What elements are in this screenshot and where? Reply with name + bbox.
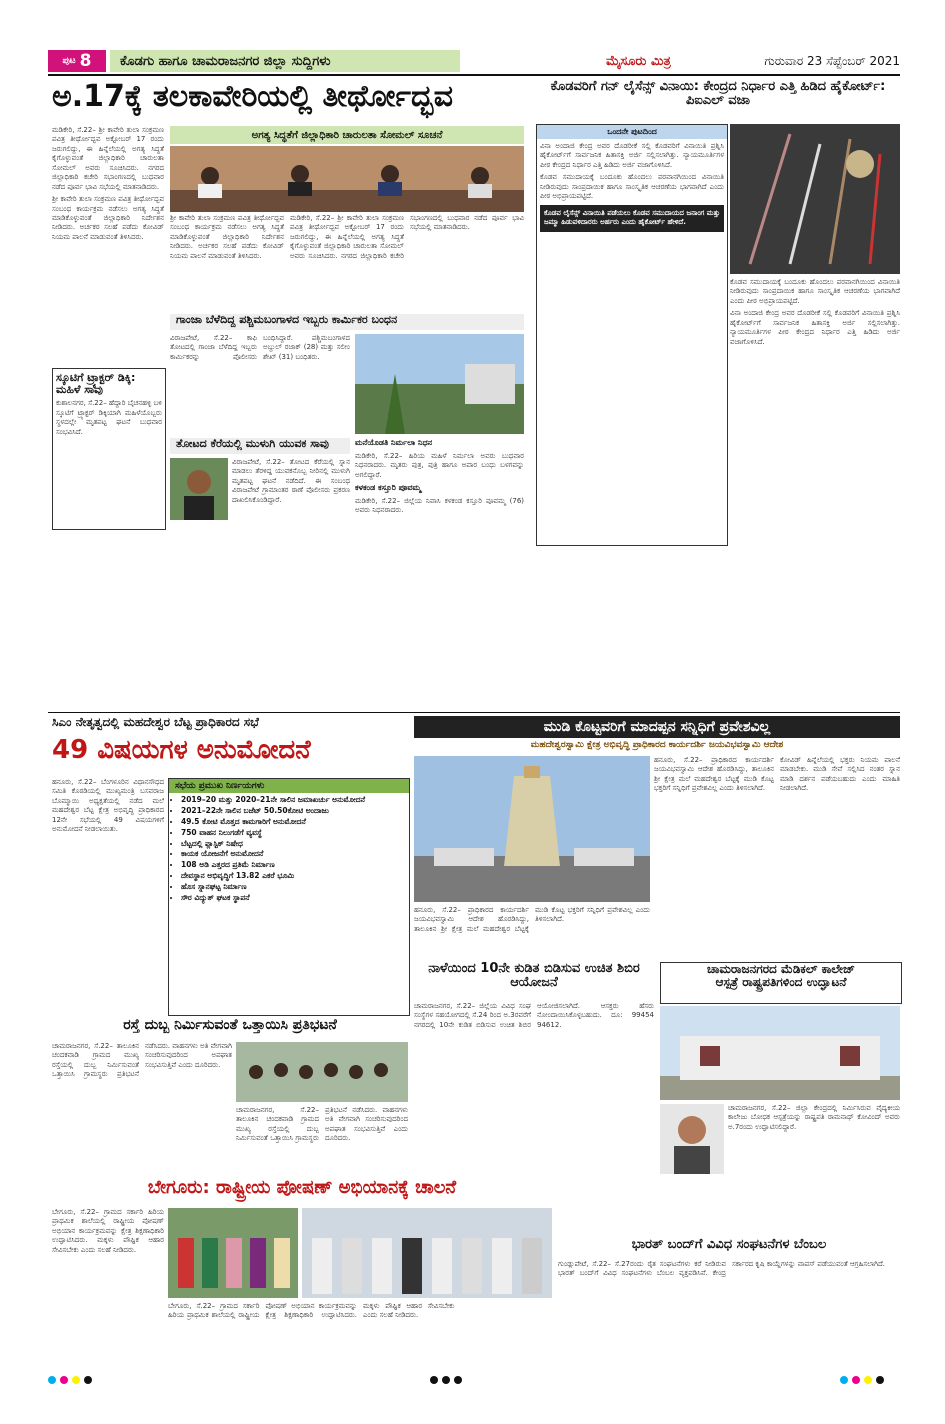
story8-photo <box>414 756 650 902</box>
temple-photo-icon <box>414 756 650 902</box>
story4-box <box>52 368 166 530</box>
black-dot-icon <box>430 1376 438 1384</box>
story2-box <box>536 124 728 546</box>
story11-headline: ರಸ್ತೆ ದುಬ್ಬ ನಿರ್ಮಿಸುವಂತೆ ಒತ್ತಾಯಿಸಿ ಪ್ರತಿಭಟನೆ <box>123 1017 337 1033</box>
story2-body2: ಕೊಡವ ಸಮುದಾಯಕ್ಕೆ ಬಂದೂಕು ಹೊಂದಲು ಪರವಾನಗಿಯಿಂದ ವಿನಾಯಿತಿ ನೀಡಿರುವುದು ಸಾಂಪ್ರದಾಯಿಕ ಹಾಗೂ ಸಾಂಸ್ಕೃತಿಕ ಆಚರಣೆಯ ಭಾಗವಾಗಿದೆ ಎಂದು ಪೀಠ ಅಭಿಪ್ರಾಯಪಟ್ಟಿದೆ. <box>540 173 724 201</box>
story2-photo <box>730 124 900 274</box>
story7-body: ಹನೂರು, ಸೆ.22– ಬೆಂಗಳೂರಿನ ವಿಧಾನಸೌಧದ ಸಮಿತಿ ಕೊಠಡಿಯಲ್ಲಿ ಮುಖ್ಯಮಂತ್ರಿ ಬಸವರಾಜ ಬೊಮ್ಮಾಯಿ ಅಧ್ಯಕ್ಷತೆಯಲ್ಲಿ ನಡೆದ ಮಲೆ ಮಹದೇಶ್ವರ ಬೆಟ್ಟ ಕ್ಷೇತ್ರ ಅಭಿವೃದ್ಧಿ ಪ್ರಾಧಿಕಾರದ 12ನೇ ಸಭೆಯಲ್ಲಿ 49 ವಿಷಯಗಳಿಗೆ ಅನುಮೋದನೆ ನೀಡಲಾಯಿತು. <box>52 778 164 834</box>
meeting-photo-icon <box>170 146 524 212</box>
story7-headline-main: 49 ವಿಷಯಗಳ ಅನುಮೋದನೆ <box>52 735 311 765</box>
story6-title: ಮನೆಯೊಡತಿ ನಿರ್ಮಲಾ ನಿಧನ <box>355 438 433 447</box>
victim-portrait-icon <box>170 458 228 520</box>
masthead-rule <box>48 74 900 76</box>
story7-bullet: • ದೇವಸ್ಥಾನ ಅಭಿವೃದ್ಧಿಗೆ 13.82 ಎಕರೆ ಭೂಮಿ <box>181 871 409 882</box>
date-line: ಗುರುವಾರ 23 ಸೆಪ್ಟೆಂಬರ್ 2021 <box>764 53 900 68</box>
story7-headline-top: ಸಿಎಂ ನೇತೃತ್ವದಲ್ಲಿ ಮಹದೇಶ್ವರ ಬೆಟ್ಟ ಪ್ರಾಧಿಕಾರದ ಸಭೆ <box>52 715 259 729</box>
story4-body: ಕುಶಾಲನಗರ, ಸೆ.22– ಹೆದ್ದಾರಿ ಬೈಚನಹಳ್ಳಿ ಬಳಿ ಸ್ಕೂಟಿಗೆ ಟ್ರ್ಯಾಕ್ಟರ್ ಡಿಕ್ಕಿಯಾಗಿ ಮಹಿಳೆಯೊಬ್ಬರು ಸ್ಥಳದಲ್ಲೇ ಮೃತಪಟ್ಟ ಘಟನೆ ಬುಧವಾರ ಸಂಭವಿಸಿದೆ. <box>56 399 162 436</box>
registration-marks-left <box>48 1376 92 1384</box>
story1-body-col1 <box>52 126 164 366</box>
story12-body-continued: ಬೇಗೂರು, ಸೆ.22– ಗ್ರಾಮದ ಸರ್ಕಾರಿ ಹಿರಿಯ ಪ್ರಾಥಮಿಕ ಶಾಲೆಯಲ್ಲಿ ರಾಷ್ಟ್ರೀಯ ಪೋಷಣ್ ಅಭಿಯಾನ ಕಾರ್ಯಕ್ರಮವನ್ನು ಕ್ಷೇತ್ರ ಶಿಕ್ಷಣಾಧಿಕಾರಿ ಉದ್ಘಾಟಿಸಿದರು. ಮಕ್ಕಳು ಪೌಷ್ಟಿಕ ಆಹಾರ ಸೇವಿಸಬೇಕು ಎಂದು ಸಲಹೆ ನೀಡಿದರು. <box>168 1302 455 1320</box>
story6-body: ಮಡಿಕೇರಿ, ಸೆ.22– ಹಿರಿಯ ಮಹಿಳೆ ನಿರ್ಮಲಾ ಅವರು ಬುಧವಾರ ನಿಧನರಾದರು. ಮೃತರು ಪುತ್ರ, ಪುತ್ರಿ ಹಾಗೂ ಅಪಾರ ಬಂಧು ಬಳಗವನ್ನು ಅಗಲಿದ್ದಾರೆ. <box>355 451 524 479</box>
story3-photo <box>355 334 524 434</box>
story1-photo <box>170 146 524 212</box>
story2-body-col <box>537 139 727 545</box>
story8-body2: ಕೋವಿಡ್ ಹಿನ್ನೆಲೆಯಲ್ಲಿ ಭಕ್ತರು ನಿಯಮ ಪಾಲನೆ ಮಾಡಬೇಕು. ಮುಡಿ ಸೇವೆ ಸಲ್ಲಿಸಿದ ನಂತರ ಸ್ನಾನ ಮಾಡಿ ದರ್ಶನ ಪಡೆಯಬಹುದು ಎಂದು ಮಾಹಿತಿ ನೀಡಲಾಗಿದೆ. <box>780 756 900 793</box>
story8-headline: ಮುಡಿ ಕೊಟ್ಟವರಿಗೆ ಮಾದಪ್ಪನ ಸನ್ನಿಧಿಗೆ ಪ್ರವೇಶವಿಲ್ಲ <box>414 716 900 738</box>
story10-body: ಚಾಮರಾಜನಗರ, ಸೆ.22– ಜಿಲ್ಲಾ ಕೇಂದ್ರದಲ್ಲಿ ನಿರ್ಮಿಸಿರುವ ವೈದ್ಯಕೀಯ ಕಾಲೇಜು ಬೋಧಕ ಆಸ್ಪತ್ರೆಯನ್ನು ರಾಷ್ಟ್ರಪತಿ ರಾಮನಾಥ್ ಕೋವಿಂದ್ ಅವರು ಅ.7ರಂದು ಉದ್ಘಾಟಿಸಲಿದ್ದಾರೆ. <box>728 1104 900 1131</box>
story1-body2: ಶ್ರೀ ಕಾವೇರಿ ತುಲಾ ಸಂಕ್ರಮಣ ಪವಿತ್ರ ತೀರ್ಥೋದ್ಭವ ಸಂಬಂಧ ಕಾರ್ಯಕ್ರಮ ನಡೆಸಲು ಅಗತ್ಯ ಸಿದ್ಧತೆ ಮಾಡಿಕೊಳ್ಳುವಂತೆ ಜಿಲ್ಲಾಧಿಕಾರಿ ನಿರ್ದೇಶನ ನೀಡಿದರು. ಅರ್ಚಕರ ಸಲಹೆ ಪಡೆದು ಕೋವಿಡ್ ನಿಯಮ ಪಾಲನೆ ಮಾಡುವಂತೆ ತಿಳಿಸಿದರು. <box>52 195 164 241</box>
story1-body-cols <box>170 214 524 310</box>
black-dot-icon <box>876 1376 884 1384</box>
story2-highlight: ಕೊಡವ ಲೈಸೆನ್ಸ್ ವಿನಾಯಿತಿ ಪಡೆಯಲು ಕೊಡವ ಸಮುದಾಯದ ಜನಾಂಗ ಮತ್ತು ಜಮ್ಮಾ ಹಿಡುವಳಿದಾರರು ಅರ್ಹರು ಎಂದು ಹೈಕೋರ್ಟ್ ಹೇಳಿದೆ. <box>540 205 724 232</box>
story10-headline1: ಚಾಮರಾಜನಗರದ ಮೆಡಿಕಲ್ ಕಾಲೇಜ್ <box>707 962 855 976</box>
paper-name: ಮೈಸೂರು ಮಿತ್ರ <box>606 53 671 69</box>
story10-header-box <box>660 962 902 1004</box>
protest-crowd-photo-icon <box>236 1042 408 1102</box>
story11-photo <box>236 1042 408 1102</box>
story12-photo1 <box>168 1208 298 1298</box>
registration-marks-right <box>840 1376 884 1384</box>
story12-photo2 <box>302 1208 552 1298</box>
story7-box-title: ಸಭೆಯ ಪ್ರಮುಖ ನಿರ್ಣಯಗಳು <box>169 779 409 793</box>
story9-body: ಚಾಮರಾಜನಗರ, ಸೆ.22– ಜಿಲ್ಲೆಯ ವಿವಿಧ ಸಂಘ ಸಂಸ್ಥೆಗಳ ಸಹಯೋಗದಲ್ಲಿ ಸೆ.24 ರಿಂದ ಅ.3ರವರೆಗೆ ನಗರದಲ್ಲಿ 10ನೇ ಕುಡಿತ ಬಿಡಿಸುವ ಉಚಿತ ಶಿಬಿರ ಆಯೋಜಿಸಲಾಗಿದೆ. ಆಸಕ್ತರು ಹೆಸರು ನೋಂದಾಯಿಸಿಕೊಳ್ಳಬಹುದು. ದೂ: 99454 94612. <box>414 1002 654 1029</box>
story3-body: ವಿರಾಜಪೇಟೆ, ಸೆ.22– ಕಾಫಿ ತೋಟದಲ್ಲಿ ಗಾಂಜಾ ಬೆಳೆದಿದ್ದ ಇಬ್ಬರು ಕಾರ್ಮಿಕರನ್ನು ಪೊಲೀಸರು ಬಂಧಿಸಿದ್ದಾರೆ. ಪಶ್ಚಿಮಬಂಗಾಳದ ಅಬ್ದುಲ್ ರಜಾಕ್ (28) ಮತ್ತು ಸಲೀಂ ಶೇಖ್ (31) ಬಂಧಿತರು. <box>170 334 350 361</box>
black-dot-icon <box>442 1376 450 1384</box>
story2-headline: ಕೊಡವರಿಗೆ ಗನ್ ಲೈಸೆನ್ಸ್ ವಿನಾಯಿ: ಕೇಂದ್ರದ ನಿರ್ಧಾರ ಎತ್ತಿ ಹಿಡಿದ ಹೈಕೋರ್ಟ್: ಪಿಐಎಲ್ ವಜಾ <box>550 79 886 109</box>
story8-body: ಹನೂರು, ಸೆ.22– ಪ್ರಾಧಿಕಾರದ ಕಾರ್ಯದರ್ಶಿ ಜಯವಿಭವಸ್ವಾಮಿ ಆದೇಶ ಹೊರಡಿಸಿದ್ದು, ತಾಲೂಕಿನ ಶ್ರೀ ಕ್ಷೇತ್ರ ಮಲೆ ಮಹದೇಶ್ವರ ಬೆಟ್ಟಕ್ಕೆ ಮುಡಿ ಕೊಟ್ಟ ಭಕ್ತರಿಗೆ ಸನ್ನಿಧಿಗೆ ಪ್ರವೇಶವಿಲ್ಲ ಎಂದು ತಿಳಿಸಲಾಗಿದೆ. <box>654 756 774 793</box>
story6-body2: ಮಡಿಕೇರಿ, ಸೆ.22– ಜಿಲ್ಲೆಯ ನಿವಾಸಿ ಕಳಕಂಡ ಕಸ್ತೂರಿ ಪೂವಮ್ಮ (76) ಅವರು ನಿಧನರಾದರು. <box>355 496 524 515</box>
magenta-dot-icon <box>852 1376 860 1384</box>
story1-body: ಮಡಿಕೇರಿ, ಸೆ.22– ಶ್ರೀ ಕಾವೇರಿ ತುಲಾ ಸಂಕ್ರಮಣ ಪವಿತ್ರ ತೀರ್ಥೋದ್ಭವ ಅಕ್ಟೋಬರ್ 17 ರಂದು ಜರುಗಲಿದ್ದು, ಈ ಹಿನ್ನೆಲೆಯಲ್ಲಿ ಅಗತ್ಯ ಸಿದ್ಧತೆ ಕೈಗೊಳ್ಳುವಂತೆ ಜಿಲ್ಲಾಧಿಕಾರಿ ಚಾರುಲತಾ ಸೋಮಲ್ ಅವರು ಸೂಚಿಸಿದರು. ನಗರದ ಜಿಲ್ಲಾಧಿಕಾರಿ ಕಚೇರಿ ಸಭಾಂಗಣದಲ್ಲಿ ಬುಧವಾರ ನಡೆದ ಪೂರ್ವ ಭಾವಿ ಸಭೆಯಲ್ಲಿ ಮಾತನಾಡಿದರು. <box>52 126 164 191</box>
story1-headline: ಅ.17ಕ್ಕೆ ತಲಕಾವೇರಿಯಲ್ಲಿ ತೀರ್ಥೋದ್ಭವ <box>52 79 454 114</box>
story1-body-repeat: ಮಡಿಕೇರಿ, ಸೆ.22– ಶ್ರೀ ಕಾವೇರಿ ತುಲಾ ಸಂಕ್ರಮಣ ಪವಿತ್ರ ತೀರ್ಥೋದ್ಭವ ಅಕ್ಟೋಬರ್ 17 ರಂದು ಜರುಗಲಿದ್ದು, ಈ ಹಿನ್ನೆಲೆಯಲ್ಲಿ ಅಗತ್ಯ ಸಿದ್ಧತೆ ಕೈಗೊಳ್ಳುವಂತೆ ಜಿಲ್ಲಾಧಿಕಾರಿ ಚಾರುಲತಾ ಸೋಮಲ್ ಅವರು ಸೂಚಿಸಿದರು. ನಗರದ ಜಿಲ್ಲಾಧಿಕಾರಿ ಕಚೇರಿ ಸಭಾಂಗಣದಲ್ಲಿ ಬುಧವಾರ ನಡೆದ ಪೂರ್ವ ಭಾವಿ ಸಭೆಯಲ್ಲಿ ಮಾತನಾಡಿದರು. <box>290 214 524 260</box>
story7-bullet: • 2021–22ನೇ ಸಾಲಿನ ಬಜೆಟ್ 50.50ಕೋಟಿ ಅಂದಾಜು <box>181 806 409 817</box>
story6-title2: ಕಳಕಂಡ ಕಸ್ತೂರಿ ಪೂವಮ್ಮ <box>355 483 422 493</box>
story2-body-right-p1: ಕೊಡವ ಸಮುದಾಯಕ್ಕೆ ಬಂದೂಕು ಹೊಂದಲು ಪರವಾನಗಿಯಿಂದ ವಿನಾಯಿತಿ ನೀಡಿರುವುದು ಸಾಂಪ್ರದಾಯಿಕ ಹಾಗೂ ಸಾಂಸ್ಕೃತಿಕ ಆಚರಣೆಯ ಭಾಗವಾಗಿದೆ ಎಂದು ಪೀಠ ಅಭಿಪ್ರಾಯಪಟ್ಟಿದೆ. <box>730 278 900 305</box>
story5-photo <box>170 458 228 520</box>
story2-body: ವಿನಾ ಅಂದಾಜಿ ಕೇಂದ್ರ ಅವರ ದೊಡರೀಕೆ ಸಲ್ಲಿ ಕೊಡವರಿಗೆ ವಿನಾಯಿತಿ ಪ್ರಶ್ನಿಸಿ ಹೈಕೋರ್ಟ್‌ಗೆ ಸಾರ್ವಜನಿಕ ಹಿತಾಸಕ್ತಿ ಅರ್ಜಿ ಸಲ್ಲಿಸಲಾಗಿತ್ತು. ನ್ಯಾಯಮೂರ್ತಿಗಳ ಪೀಠ ಕೇಂದ್ರದ ನಿರ್ಧಾರ ಎತ್ತಿ ಹಿಡಿದು ಅರ್ಜಿ ವಜಾಗೊಳಿಸಿದೆ. <box>540 142 724 169</box>
magenta-dot-icon <box>60 1376 68 1384</box>
story8-body-bottom: ಹನೂರು, ಸೆ.22– ಪ್ರಾಧಿಕಾರದ ಕಾರ್ಯದರ್ಶಿ ಜಯವಿಭವಸ್ವಾಮಿ ಆದೇಶ ಹೊರಡಿಸಿದ್ದು, ತಾಲೂಕಿನ ಶ್ರೀ ಕ್ಷೇತ್ರ ಮಲೆ ಮಹದೇಶ್ವರ ಬೆಟ್ಟಕ್ಕೆ ಮುಡಿ ಕೊಟ್ಟ ಭಕ್ತರಿಗೆ ಸನ್ನಿಧಿಗೆ ಪ್ರವೇಶವಿಲ್ಲ ಎಂದು ತಿಳಿಸಲಾಗಿದೆ. <box>414 906 650 933</box>
page-number: 8 <box>79 51 92 71</box>
story7-bullet: • ಹೊಸ ಸ್ನಾನಘಟ್ಟ ನಿರ್ಮಾಣ <box>181 882 409 893</box>
story5-body: ವಿರಾಜಪೇಟೆ, ಸೆ.22– ತೋಟದ ಕೆರೆಯಲ್ಲಿ ಸ್ನಾನ ಮಾಡಲು ತೆರಳಿದ್ದ ಯುವಕನೊಬ್ಬ ನೀರಿನಲ್ಲಿ ಮುಳುಗಿ ಮೃತಪಟ್ಟ ಘಟನೆ ನಡೆದಿದೆ. ಈ ಸಂಬಂಧ ವಿರಾಜಪೇಟೆ ಗ್ರಾಮಾಂತರ ಠಾಣೆ ಪೊಲೀಸರು ಪ್ರಕರಣ ದಾಖಲಿಸಿಕೊಂಡಿದ್ದಾರೆ. <box>232 458 350 504</box>
cyan-dot-icon <box>48 1376 56 1384</box>
story4-headline: ಸ್ಕೂಟಿಗೆ ಟ್ರ್ಯಾಕ್ಟರ್ ಡಿಕ್ಕಿ: ಮಹಿಳೆ ಸಾವು <box>56 371 136 397</box>
story6-col <box>355 438 524 618</box>
story7-bullet: • 2019–20 ಮತ್ತು 2020–21ನೇ ಸಾಲಿನ ಜಮಾಖರ್ಚು ಅನುಮೋದನೆ <box>181 795 409 806</box>
black-dot-icon <box>454 1376 462 1384</box>
story1-body-continued: ಶ್ರೀ ಕಾವೇರಿ ತುಲಾ ಸಂಕ್ರಮಣ ಪವಿತ್ರ ತೀರ್ಥೋದ್ಭವ ಸಂಬಂಧ ಕಾರ್ಯಕ್ರಮ ನಡೆಸಲು ಅಗತ್ಯ ಸಿದ್ಧತೆ ಮಾಡಿಕೊಳ್ಳುವಂತೆ ಜಿಲ್ಲಾಧಿಕಾರಿ ನಿರ್ದೇಶನ ನೀಡಿದರು. ಅರ್ಚಕರ ಸಲಹೆ ಪಡೆದು ಕೋವಿಡ್ ನಿಯಮ ಪಾಲನೆ ಮಾಡುವಂತೆ ತಿಳಿಸಿದರು. <box>170 214 284 260</box>
story7-bullet: • ಸೌರ ವಿದ್ಯುತ್ ಘಟಕ ಸ್ಥಾಪನೆ <box>181 893 409 904</box>
story12-body: ಬೇಗೂರು, ಸೆ.22– ಗ್ರಾಮದ ಸರ್ಕಾರಿ ಹಿರಿಯ ಪ್ರಾಥಮಿಕ ಶಾಲೆಯಲ್ಲಿ ರಾಷ್ಟ್ರೀಯ ಪೋಷಣ್ ಅಭಿಯಾನ ಕಾರ್ಯಕ್ರಮವನ್ನು ಕ್ಷೇತ್ರ ಶಿಕ್ಷಣಾಧಿಕಾರಿ ಉದ್ಘಾಟಿಸಿದರು. ಮಕ್ಕಳು ಪೌಷ್ಟಿಕ ಆಹಾರ ಸೇವಿಸಬೇಕು ಎಂದು ಸಲಹೆ ನೀಡಿದರು. <box>52 1208 164 1254</box>
black-dot-icon <box>84 1376 92 1384</box>
story10-photo <box>660 1006 900 1100</box>
story1-deck: ಅಗತ್ಯ ಸಿದ್ಧತೆಗೆ ಜಿಲ್ಲಾಧಿಕಾರಿ ಚಾರುಲತಾ ಸೋಮಲ್ ಸೂಚನೆ <box>170 126 524 144</box>
story7-bullet: • ಕಾಯಕ ಯೋಜನೆಗೆ ಅನುಮೋದನೆ <box>181 849 409 860</box>
story7-bullet: • 49.5 ಕೋಟಿ ಮೊತ್ತದ ಕಾಮಗಾರಿಗೆ ಅನುಮೋದನೆ <box>181 817 409 828</box>
story10-headline2: ಆಸ್ಪತ್ರೆ ರಾಷ್ಟ್ರಪತಿಗಳಿಂದ ಉದ್ಘಾಟನೆ <box>715 975 847 990</box>
story5-headline: ತೋಟದ ಕೆರೆಯಲ್ಲಿ ಮುಳುಗಿ ಯುವಕ ಸಾವು <box>170 438 350 454</box>
page-label: ಪುಟ <box>62 56 76 66</box>
story2-box-title: ಒಂದನೇ ಪುಟದಿಂದ <box>537 125 727 139</box>
story13-body: ಗುಂಡ್ಲುಪೇಟೆ, ಸೆ.22– ಸೆ.27ರಂದು ರೈತ ಸಂಘಟನೆಗಳು ಕರೆ ನೀಡಿರುವ ಭಾರತ್ ಬಂದ್‌ಗೆ ವಿವಿಧ ಸಂಘಟನೆಗಳು ಬೆಂಬಲ ವ್ಯಕ್ತಪಡಿಸಿವೆ. ಕೇಂದ್ರ ಸರ್ಕಾರದ ಕೃಷಿ ಕಾಯ್ದೆಗಳನ್ನು ವಾಪಸ್ ಪಡೆಯುವಂತೆ ಆಗ್ರಹಿಸಲಾಗಿದೆ. <box>558 1260 886 1278</box>
medical-college-photo-icon <box>660 1006 900 1100</box>
story7-bullet: • 750 ವಾಹನ ನಿಲುಗಡೆಗೆ ವ್ಯವಸ್ಥೆ <box>181 828 409 839</box>
women-group-photo-icon <box>168 1208 298 1298</box>
ganja-plant-photo-icon <box>355 334 524 434</box>
story2-body-right-p2: ವಿನಾ ಅಂದಾಜಿ ಕೇಂದ್ರ ಅವರ ದೊಡರೀಕೆ ಸಲ್ಲಿ ಕೊಡವರಿಗೆ ವಿನಾಯಿತಿ ಪ್ರಶ್ನಿಸಿ ಹೈಕೋರ್ಟ್‌ಗೆ ಸಾರ್ವಜನಿಕ ಹಿತಾಸಕ್ತಿ ಅರ್ಜಿ ಸಲ್ಲಿಸಲಾಗಿತ್ತು. ನ್ಯಾಯಮೂರ್ತಿಗಳ ಪೀಠ ಕೇಂದ್ರದ ನಿರ್ಧಾರ ಎತ್ತಿ ಹಿಡಿದು ಅರ್ಜಿ ವಜಾಗೊಳಿಸಿದೆ. <box>730 309 900 346</box>
page-number-badge <box>48 50 106 72</box>
section-title: ಕೊಡಗು ಹಾಗೂ ಚಾಮರಾಜನಗರ ಜಿಲ್ಲಾ ಸುದ್ದಿಗಳು <box>110 50 460 72</box>
story3-headline: ಗಾಂಜಾ ಬೆಳೆದಿದ್ದ ಪಶ್ಚಿಮಬಂಗಾಳದ ಇಬ್ಬರು ಕಾರ್ಮಿಕರ ಬಂಧನ <box>170 314 524 330</box>
story11-body: ಚಾಮರಾಜನಗರ, ಸೆ.22– ತಾಲೂಕಿನ ಚಂದಕವಾಡಿ ಗ್ರಾಮದ ಮುಖ್ಯ ರಸ್ತೆಯಲ್ಲಿ ದುಬ್ಬ ನಿರ್ಮಿಸುವಂತೆ ಒತ್ತಾಯಿಸಿ ಗ್ರಾಮಸ್ಥರು ಪ್ರತಿಭಟನೆ ನಡೆಸಿದರು. ವಾಹನಗಳು ಅತಿ ವೇಗವಾಗಿ ಸಂಚರಿಸುವುದರಿಂದ ಅಪಘಾತ ಸಂಭವಿಸುತ್ತಿವೆ ಎಂದು ದೂರಿದರು. <box>52 1042 232 1079</box>
registration-marks-center <box>430 1376 462 1384</box>
yellow-dot-icon <box>72 1376 80 1384</box>
weapons-display-icon <box>730 124 900 274</box>
story8-body-right <box>654 756 900 902</box>
story9-headline: ನಾಳೆಯಿಂದ 10ನೇ ಕುಡಿತ ಬಿಡಿಸುವ ಉಚಿತ ಶಿಬಿರ ಆಯೋಜನೆ <box>428 961 640 991</box>
story13-headline: ಭಾರತ್ ಬಂದ್‌ಗೆ ವಿವಿಧ ಸಂಘಟನೆಗಳ ಬೆಂಬಲ <box>631 1237 827 1252</box>
story7-bullet: • ಬೆಟ್ಟದಲ್ಲಿ ಪ್ಲಾಸ್ಟಿಕ್ ನಿಷೇಧ <box>181 839 409 850</box>
cyan-dot-icon <box>840 1376 848 1384</box>
story12-headline: ಬೇಗೂರು: ರಾಷ್ಟ್ರೀಯ ಪೋಷಣ್ ಅಭಿಯಾನಕ್ಕೆ ಚಾಲನೆ <box>147 1177 457 1198</box>
fold-rule <box>48 712 900 713</box>
yellow-dot-icon <box>864 1376 872 1384</box>
story11-body-continued: ಚಾಮರಾಜನಗರ, ಸೆ.22– ತಾಲೂಕಿನ ಚಂದಕವಾಡಿ ಗ್ರಾಮದ ಮುಖ್ಯ ರಸ್ತೆಯಲ್ಲಿ ದುಬ್ಬ ನಿರ್ಮಿಸುವಂತೆ ಒತ್ತಾಯಿಸಿ ಗ್ರಾಮಸ್ಥರು ಪ್ರತಿಭಟನೆ ನಡೆಸಿದರು. ವಾಹನಗಳು ಅತಿ ವೇಗವಾಗಿ ಸಂಚರಿಸುವುದರಿಂದ ಅಪಘಾತ ಸಂಭವಿಸುತ್ತಿವೆ ಎಂದು ದೂರಿದರು. <box>236 1106 408 1143</box>
story7-box <box>168 778 410 1016</box>
president-portrait-icon <box>660 1104 724 1174</box>
story7-bullet: • 108 ಅಡಿ ಎತ್ತರದ ಪ್ರತಿಮೆ ನಿರ್ಮಾಣ <box>181 860 409 871</box>
officials-group-photo-icon <box>302 1208 552 1298</box>
story2-body-right <box>730 278 900 546</box>
story7-bullet-list <box>181 795 409 904</box>
story8-deck: ಮಹದೇಶ್ವರಸ್ವಾಮಿ ಕ್ಷೇತ್ರ ಅಭಿವೃದ್ಧಿ ಪ್ರಾಧಿಕಾರದ ಕಾರ್ಯದರ್ಶಿ ಜಯವಿಭವಸ್ವಾಮಿ ಆದೇಶ <box>530 740 784 750</box>
story10-portrait <box>660 1104 724 1174</box>
